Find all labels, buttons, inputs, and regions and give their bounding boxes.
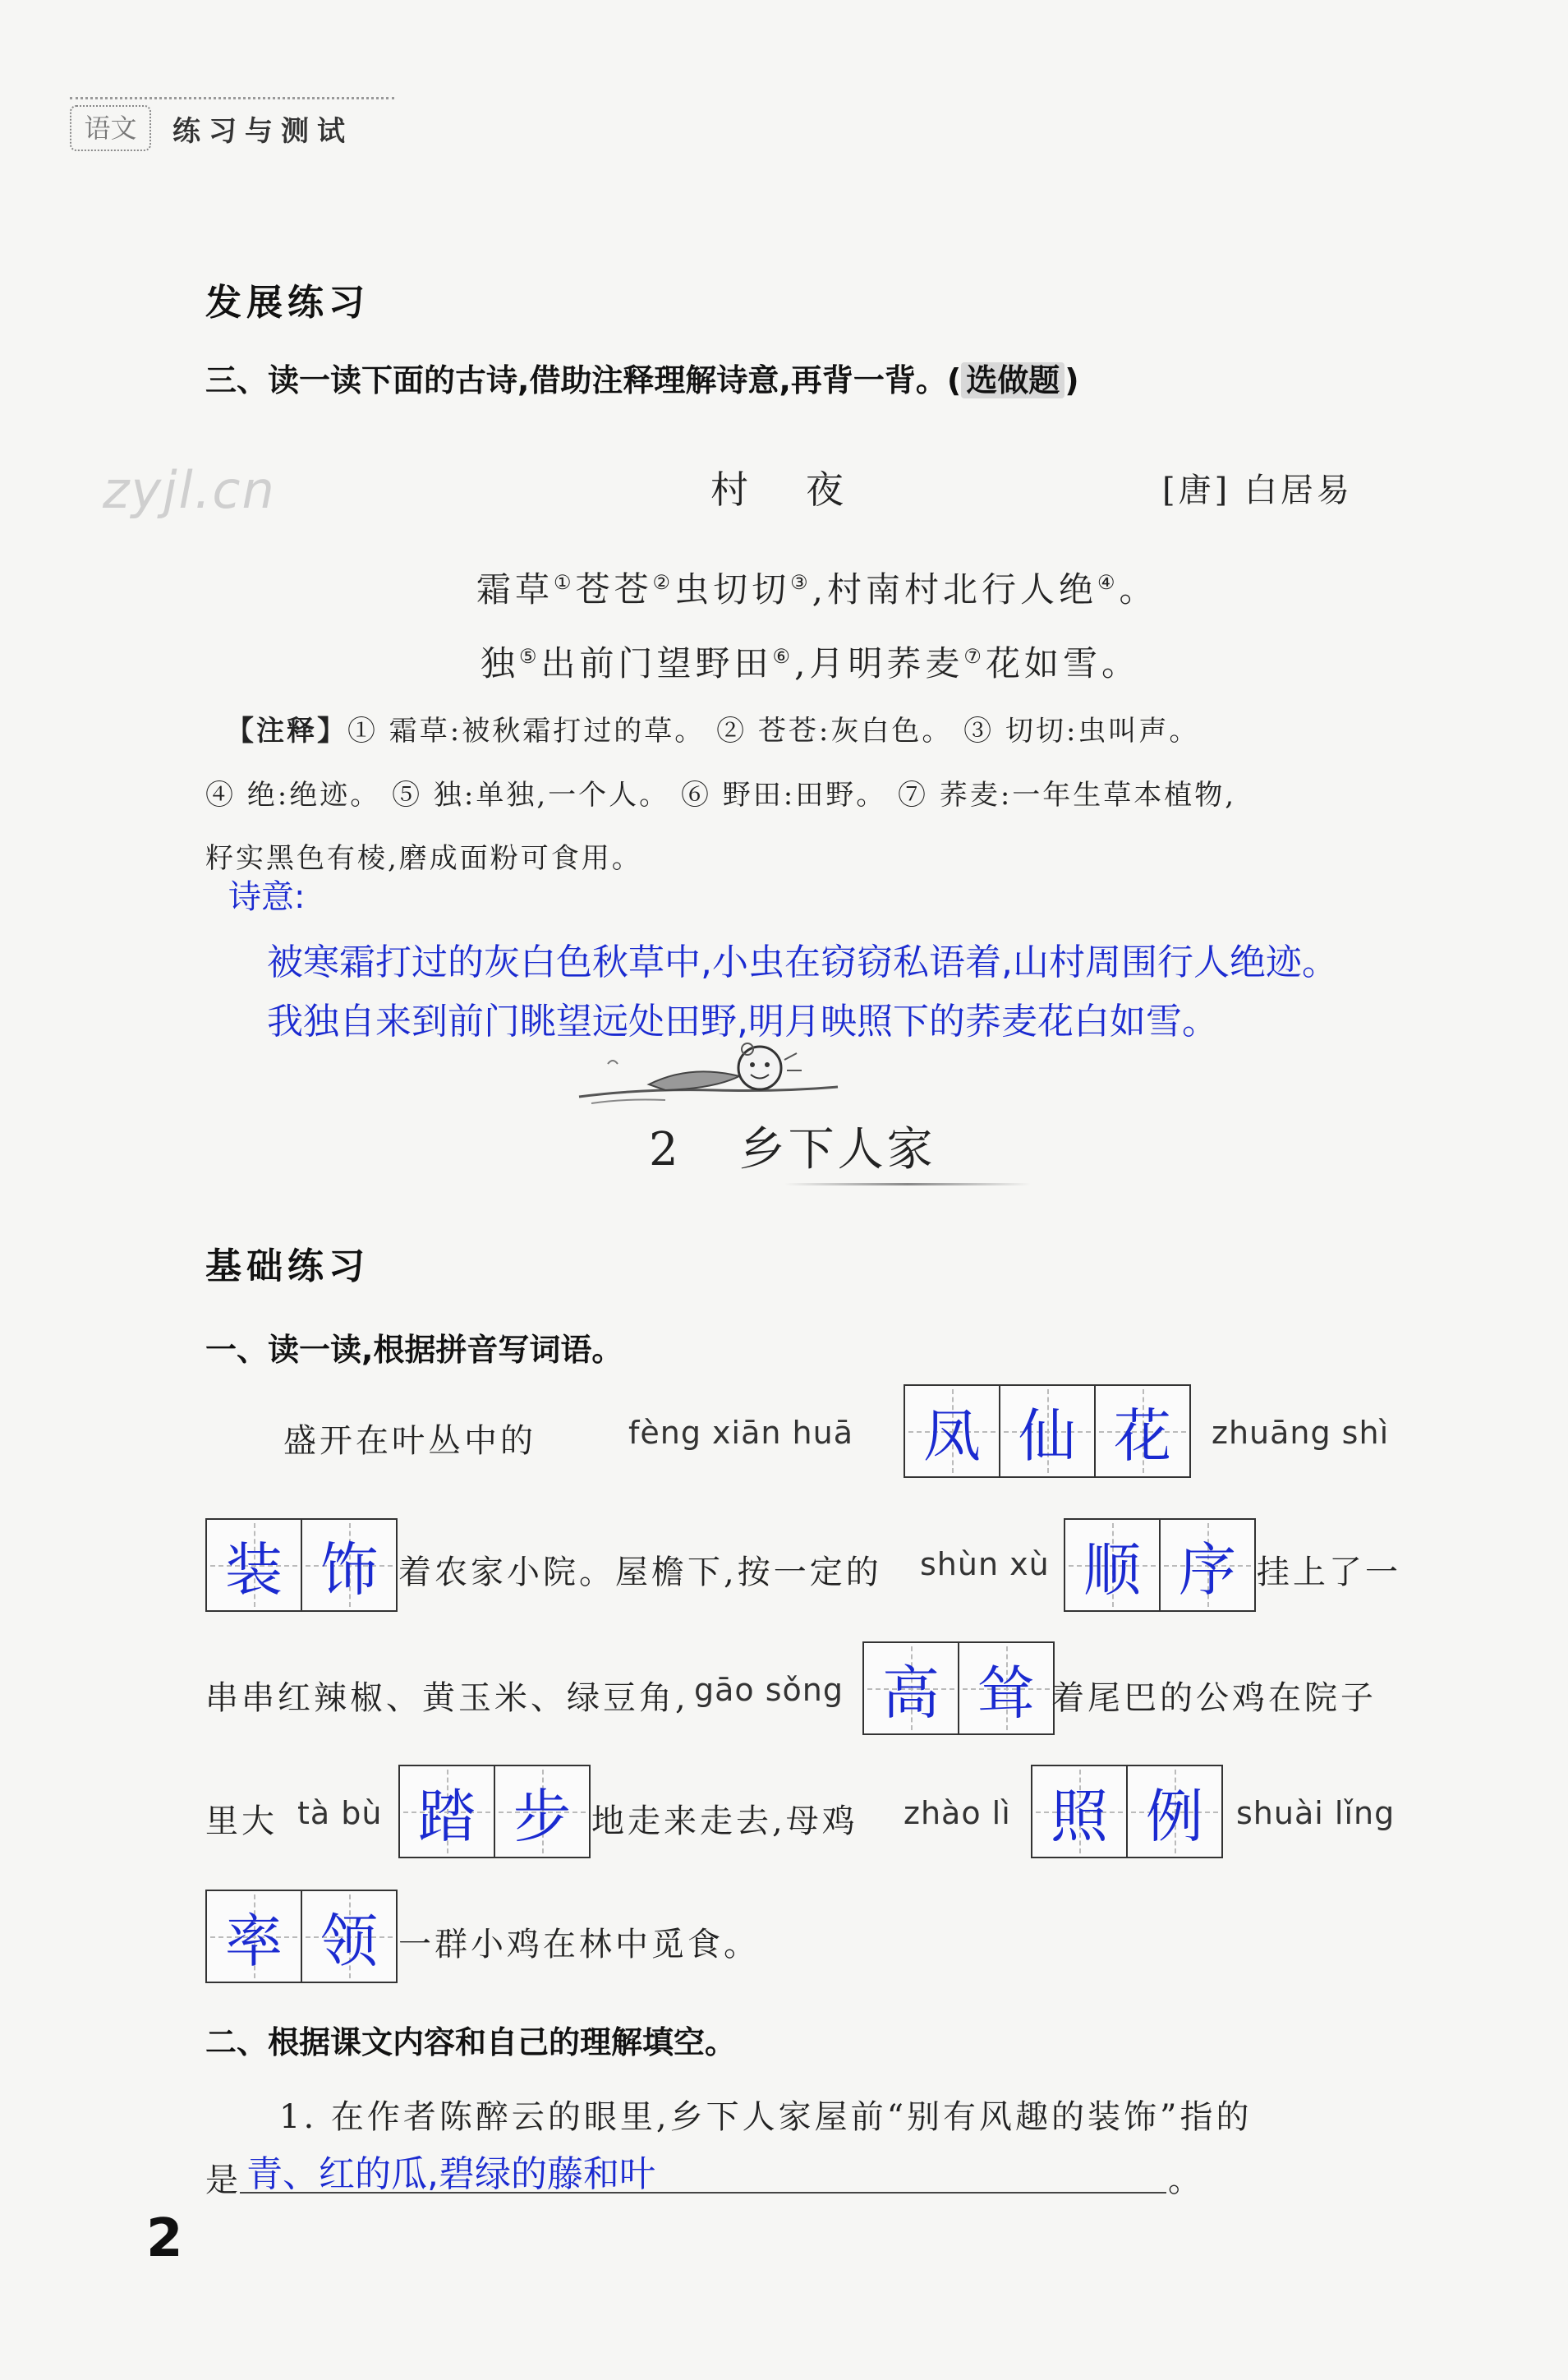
answer-box[interactable] bbox=[1031, 1765, 1223, 1858]
poem-meaning-label: 诗意: bbox=[228, 878, 306, 916]
note-mark: ① bbox=[554, 571, 576, 594]
answer-box[interactable] bbox=[1064, 1518, 1256, 1612]
answer-cell bbox=[1094, 1386, 1189, 1476]
answer-cell bbox=[1065, 1520, 1159, 1610]
poem-meaning-line-2: 我独自来到前门眺望远处田野,明月映照下的荞麦花白如雪。 bbox=[267, 1001, 1218, 1043]
fill-text: 串串红辣椒、黄玉米、绿豆角, bbox=[205, 1679, 689, 1717]
note-mark: ⑦ bbox=[963, 645, 986, 668]
pinyin: zhuāng shì bbox=[1212, 1415, 1390, 1451]
pinyin: fèng xiān huā bbox=[628, 1415, 853, 1451]
answer-char: 步 bbox=[513, 1782, 571, 1850]
poem-title: 村夜 bbox=[710, 467, 901, 512]
poem-text: 独 bbox=[481, 643, 520, 684]
answer-char: 例 bbox=[1146, 1782, 1203, 1850]
answer-char: 率 bbox=[225, 1907, 283, 1975]
section-heading-basic: 基础练习 bbox=[205, 1245, 370, 1287]
poem-text: ,月明荞麦 bbox=[794, 643, 964, 684]
question-2-item-1: 1. 在作者陈醉云的眼里,乡下人家屋前“别有风趣的装饰”指的 bbox=[279, 2098, 1253, 2136]
fill-text: 地走来走去,母鸡 bbox=[591, 1802, 858, 1840]
poem-text: 。 bbox=[1119, 569, 1158, 610]
answer-cell bbox=[1159, 1520, 1254, 1610]
answer-cell bbox=[207, 1520, 301, 1610]
answer-box[interactable] bbox=[205, 1890, 398, 1983]
question-3-text: 三、读一读下面的古诗,借助注释理解诗意,再背一背。( bbox=[205, 362, 962, 398]
answer-suffix: 。 bbox=[1168, 2161, 1204, 2199]
lesson-number: 2 bbox=[649, 1123, 682, 1176]
answer-char: 顺 bbox=[1083, 1535, 1141, 1604]
answer-char: 耸 bbox=[977, 1659, 1035, 1727]
answer-char: 序 bbox=[1179, 1535, 1236, 1604]
fill-text: 一群小鸡在林中觅食。 bbox=[398, 1926, 760, 1963]
poem-text: ,村南村北行人绝 bbox=[812, 569, 1097, 610]
answer-cell bbox=[207, 1891, 301, 1982]
answer-cell bbox=[958, 1643, 1053, 1733]
lesson-name: 乡下人家 bbox=[738, 1123, 936, 1176]
notes-line-3: 籽实黑色有棱,磨成面粉可食用。 bbox=[205, 842, 642, 875]
fill-text: 挂上了一 bbox=[1257, 1554, 1401, 1591]
answer-box[interactable] bbox=[398, 1765, 591, 1858]
fill-text: 里大 bbox=[205, 1802, 278, 1840]
answer-char: 高 bbox=[882, 1659, 940, 1727]
poem-line-1 bbox=[476, 563, 1157, 612]
answer-box[interactable] bbox=[904, 1384, 1191, 1478]
note-mark: ⑤ bbox=[519, 645, 541, 668]
answer-cell bbox=[301, 1520, 396, 1610]
answer-char: 花 bbox=[1114, 1402, 1171, 1470]
answer-cell bbox=[999, 1386, 1094, 1476]
watermark: zyjl.cn bbox=[103, 460, 276, 520]
poem-meaning-line-1: 被寒霜打过的灰白色秋草中,小虫在窃窃私语着,山村周围行人绝迹。 bbox=[267, 941, 1338, 983]
question-3-close: ) bbox=[1064, 362, 1079, 398]
pinyin: tà bù bbox=[297, 1795, 383, 1831]
book-title: 练习与测试 bbox=[172, 115, 353, 148]
lying-child-illustration bbox=[575, 1039, 846, 1113]
note-mark: ④ bbox=[1097, 571, 1120, 594]
poem-text: 花如雪。 bbox=[985, 643, 1140, 684]
answer-cell bbox=[905, 1386, 999, 1476]
notes-tag: 【注释】 bbox=[226, 715, 347, 748]
answer-cell bbox=[1032, 1766, 1126, 1857]
poem-line-2 bbox=[481, 637, 1140, 686]
notes-line-2: ④ 绝:绝迹。 ⑤ 独:单独,一个人。 ⑥ 野田:田野。 ⑦ 荞麦:一年生草本植物, bbox=[205, 779, 1237, 812]
pinyin: gāo sǒng bbox=[694, 1672, 844, 1708]
pinyin: shuài lǐng bbox=[1236, 1795, 1396, 1831]
pinyin: shùn xù bbox=[920, 1546, 1050, 1582]
subject-label: 语文 bbox=[70, 105, 151, 151]
answer-cell bbox=[1126, 1766, 1221, 1857]
answer-cell bbox=[301, 1891, 396, 1982]
answer-prefix: 是 bbox=[205, 2161, 241, 2199]
lesson-title bbox=[649, 1113, 936, 1179]
answer-blank-line bbox=[240, 2192, 1166, 2194]
answer-char: 踏 bbox=[418, 1782, 476, 1850]
poem-text: 苍苍 bbox=[575, 569, 653, 610]
poem-text: 虫切切 bbox=[674, 569, 791, 610]
handwritten-answer[interactable]: 青、红的瓜,碧绿的藤和叶 bbox=[246, 2153, 655, 2195]
question-2-heading: 二、根据课文内容和自己的理解填空。 bbox=[205, 2024, 737, 2060]
answer-cell bbox=[494, 1766, 589, 1857]
answer-box[interactable] bbox=[862, 1641, 1055, 1735]
poem-text: 霜草 bbox=[476, 569, 554, 610]
answer-char: 饰 bbox=[320, 1535, 378, 1604]
fill-text: 着尾巴的公鸡在院子 bbox=[1051, 1679, 1377, 1717]
lesson-title-underline bbox=[784, 1183, 1031, 1185]
header-dotted-rule bbox=[70, 97, 394, 99]
answer-char: 领 bbox=[320, 1907, 378, 1975]
note-mark: ⑥ bbox=[772, 645, 795, 668]
note-mark: ③ bbox=[790, 571, 812, 594]
answer-cell bbox=[864, 1643, 958, 1733]
page-number: 2 bbox=[146, 2208, 183, 2269]
answer-char: 装 bbox=[225, 1535, 283, 1604]
poem-author: [唐] 白居易 bbox=[1162, 472, 1353, 509]
notes-line-1 bbox=[226, 708, 1199, 748]
question-1-heading: 一、读一读,根据拼音写词语。 bbox=[205, 1332, 623, 1368]
answer-cell bbox=[400, 1766, 494, 1857]
note-mark: ② bbox=[652, 571, 675, 594]
notes-text: ① 霜草:被秋霜打过的草。 ② 苍苍:灰白色。 ③ 切切:虫叫声。 bbox=[347, 715, 1200, 748]
fill-text: 盛开在叶丛中的 bbox=[283, 1422, 536, 1460]
optional-tag: 选做题 bbox=[961, 362, 1064, 398]
poem-text: 出前门望野田 bbox=[540, 643, 773, 684]
question-3-heading bbox=[205, 355, 1079, 400]
fill-text: 着农家小院。屋檐下,按一定的 bbox=[398, 1554, 882, 1591]
answer-char: 照 bbox=[1051, 1782, 1108, 1850]
section-heading-development: 发展练习 bbox=[205, 282, 370, 324]
page-header bbox=[70, 97, 394, 154]
answer-char: 仙 bbox=[1019, 1402, 1076, 1470]
pinyin: zhào lì bbox=[904, 1795, 1011, 1831]
answer-char: 凤 bbox=[923, 1402, 981, 1470]
answer-box[interactable] bbox=[205, 1518, 398, 1612]
